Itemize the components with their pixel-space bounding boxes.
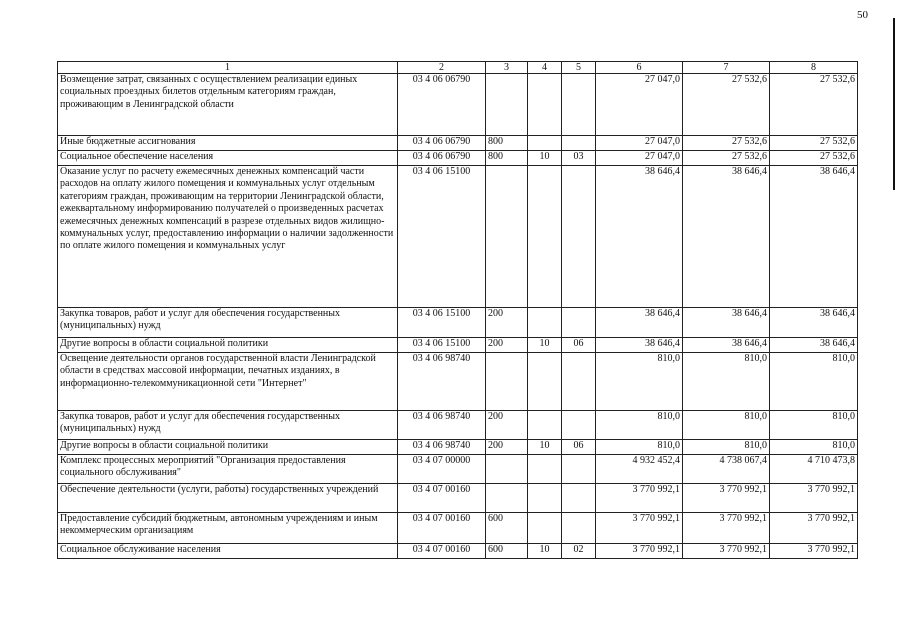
row-value-8: 38 646,4: [770, 166, 858, 308]
row-value-6: 38 646,4: [596, 166, 683, 308]
row-rz: 10: [528, 151, 562, 166]
row-code: 03 4 06 98740: [398, 411, 486, 440]
table-row: [58, 455, 858, 484]
row-value-7: 3 770 992,1: [683, 544, 770, 559]
row-value-8: 3 770 992,1: [770, 544, 858, 559]
table-row: [58, 338, 858, 353]
row-name: Комплекс процессных мероприятий "Организация предоставления социального обслуживания": [58, 455, 398, 484]
row-vr: 600: [486, 544, 528, 559]
row-value-8: 38 646,4: [770, 308, 858, 338]
row-value-6: 27 047,0: [596, 136, 683, 151]
row-value-8: 4 710 473,8: [770, 455, 858, 484]
row-value-8: 27 532,6: [770, 151, 858, 166]
row-value-7: 3 770 992,1: [683, 484, 770, 513]
row-vr: [486, 484, 528, 513]
budget-table: [57, 61, 858, 559]
row-value-6: 810,0: [596, 353, 683, 411]
row-value-8: 27 532,6: [770, 74, 858, 136]
header-cell: 3: [486, 62, 528, 74]
row-rz: [528, 455, 562, 484]
row-value-7: 38 646,4: [683, 166, 770, 308]
row-value-8: 810,0: [770, 411, 858, 440]
row-value-6: 27 047,0: [596, 151, 683, 166]
table-row: [58, 151, 858, 166]
row-code: 03 4 07 00160: [398, 484, 486, 513]
row-value-7: 38 646,4: [683, 308, 770, 338]
row-value-6: 3 770 992,1: [596, 544, 683, 559]
row-pr: [562, 411, 596, 440]
row-code: 03 4 06 15100: [398, 308, 486, 338]
row-value-7: 27 532,6: [683, 74, 770, 136]
row-value-8: 810,0: [770, 353, 858, 411]
row-pr: 03: [562, 151, 596, 166]
row-name: Социальное обеспечение населения: [58, 151, 398, 166]
row-vr: [486, 74, 528, 136]
row-vr: 200: [486, 440, 528, 455]
table-row: [58, 74, 858, 136]
row-rz: [528, 513, 562, 544]
row-code: 03 4 07 00000: [398, 455, 486, 484]
row-value-6: 3 770 992,1: [596, 513, 683, 544]
row-value-6: 4 932 452,4: [596, 455, 683, 484]
row-vr: 200: [486, 411, 528, 440]
row-pr: 06: [562, 338, 596, 353]
row-value-8: 810,0: [770, 440, 858, 455]
row-pr: [562, 513, 596, 544]
row-code: 03 4 06 06790: [398, 136, 486, 151]
row-value-8: 3 770 992,1: [770, 513, 858, 544]
row-rz: [528, 411, 562, 440]
row-pr: [562, 136, 596, 151]
row-rz: [528, 166, 562, 308]
row-rz: [528, 353, 562, 411]
header-cell: 7: [683, 62, 770, 74]
header-cell: 1: [58, 62, 398, 74]
row-pr: [562, 166, 596, 308]
row-name: Закупка товаров, работ и услуг для обеспечения государственных (муниципальных) нужд: [58, 411, 398, 440]
row-code: 03 4 06 98740: [398, 353, 486, 411]
row-vr: [486, 353, 528, 411]
row-code: 03 4 07 00160: [398, 513, 486, 544]
table-row: [58, 353, 858, 411]
row-pr: 06: [562, 440, 596, 455]
row-value-7: 810,0: [683, 440, 770, 455]
table-row: [58, 136, 858, 151]
table-row: [58, 484, 858, 513]
header-cell: 2: [398, 62, 486, 74]
row-pr: [562, 455, 596, 484]
row-rz: 10: [528, 544, 562, 559]
row-name: Освещение деятельности органов государственной власти Ленинградской области в средствах массовой информации, печатных изданиях, в информационно-телекоммуникационной сети "Интернет": [58, 353, 398, 411]
table-row: [58, 544, 858, 559]
row-vr: 200: [486, 308, 528, 338]
header-row: [58, 62, 858, 74]
row-code: 03 4 06 06790: [398, 151, 486, 166]
row-pr: 02: [562, 544, 596, 559]
row-rz: 10: [528, 440, 562, 455]
row-name: Другие вопросы в области социальной политики: [58, 338, 398, 353]
row-value-7: 810,0: [683, 353, 770, 411]
header-cell: 5: [562, 62, 596, 74]
row-vr: 600: [486, 513, 528, 544]
row-code: 03 4 06 06790: [398, 74, 486, 136]
row-pr: [562, 74, 596, 136]
row-name: Другие вопросы в области социальной политики: [58, 440, 398, 455]
row-rz: [528, 308, 562, 338]
row-value-8: 38 646,4: [770, 338, 858, 353]
page-edge-line: [893, 18, 895, 190]
row-vr: [486, 166, 528, 308]
table-row: [58, 440, 858, 455]
header-cell: 6: [596, 62, 683, 74]
row-rz: [528, 136, 562, 151]
header-cell: 4: [528, 62, 562, 74]
page-number: 50: [857, 9, 868, 21]
row-code: 03 4 06 15100: [398, 338, 486, 353]
table-row: [58, 513, 858, 544]
row-value-6: 810,0: [596, 411, 683, 440]
row-code: 03 4 06 15100: [398, 166, 486, 308]
row-rz: [528, 74, 562, 136]
row-value-6: 3 770 992,1: [596, 484, 683, 513]
row-name: Предоставление субсидий бюджетным, автономным учреждениям и иным некоммерческим организациям: [58, 513, 398, 544]
row-name: Возмещение затрат, связанных с осуществлением реализации единых социальных проездных билетов отдельным категориям граждан, проживающим в Ленинградской области: [58, 74, 398, 136]
row-name: Оказание услуг по расчету ежемесячных денежных компенсаций части расходов на оплату жилого помещения и коммунальных услуг отдельным категориям граждан, проживающим на территории Ленинградской области, ежеквартальному информированию получателей о произведенных расчетах ежемесячных денежных компенсаций в разрезе отдельных видов жилищно-коммунальных услуг, предоставлению информации о наличии задолженности по оплате жилого помещения и коммунальных услуг: [58, 166, 398, 308]
row-value-7: 27 532,6: [683, 136, 770, 151]
row-value-8: 3 770 992,1: [770, 484, 858, 513]
row-vr: 800: [486, 136, 528, 151]
row-value-6: 38 646,4: [596, 308, 683, 338]
row-value-7: 27 532,6: [683, 151, 770, 166]
row-vr: 200: [486, 338, 528, 353]
table-row: [58, 308, 858, 338]
row-code: 03 4 06 98740: [398, 440, 486, 455]
row-name: Закупка товаров, работ и услуг для обеспечения государственных (муниципальных) нужд: [58, 308, 398, 338]
row-name: Обеспечение деятельности (услуги, работы) государственных учреждений: [58, 484, 398, 513]
row-rz: [528, 484, 562, 513]
row-vr: [486, 455, 528, 484]
row-value-7: 3 770 992,1: [683, 513, 770, 544]
row-pr: [562, 484, 596, 513]
row-name: Иные бюджетные ассигнования: [58, 136, 398, 151]
row-value-7: 810,0: [683, 411, 770, 440]
header-cell: 8: [770, 62, 858, 74]
row-rz: 10: [528, 338, 562, 353]
row-code: 03 4 07 00160: [398, 544, 486, 559]
table-row: [58, 411, 858, 440]
row-pr: [562, 308, 596, 338]
row-vr: 800: [486, 151, 528, 166]
row-value-8: 27 532,6: [770, 136, 858, 151]
row-value-7: 4 738 067,4: [683, 455, 770, 484]
table-row: [58, 166, 858, 308]
row-value-6: 810,0: [596, 440, 683, 455]
row-value-6: 27 047,0: [596, 74, 683, 136]
row-value-7: 38 646,4: [683, 338, 770, 353]
row-name: Социальное обслуживание населения: [58, 544, 398, 559]
row-value-6: 38 646,4: [596, 338, 683, 353]
row-pr: [562, 353, 596, 411]
